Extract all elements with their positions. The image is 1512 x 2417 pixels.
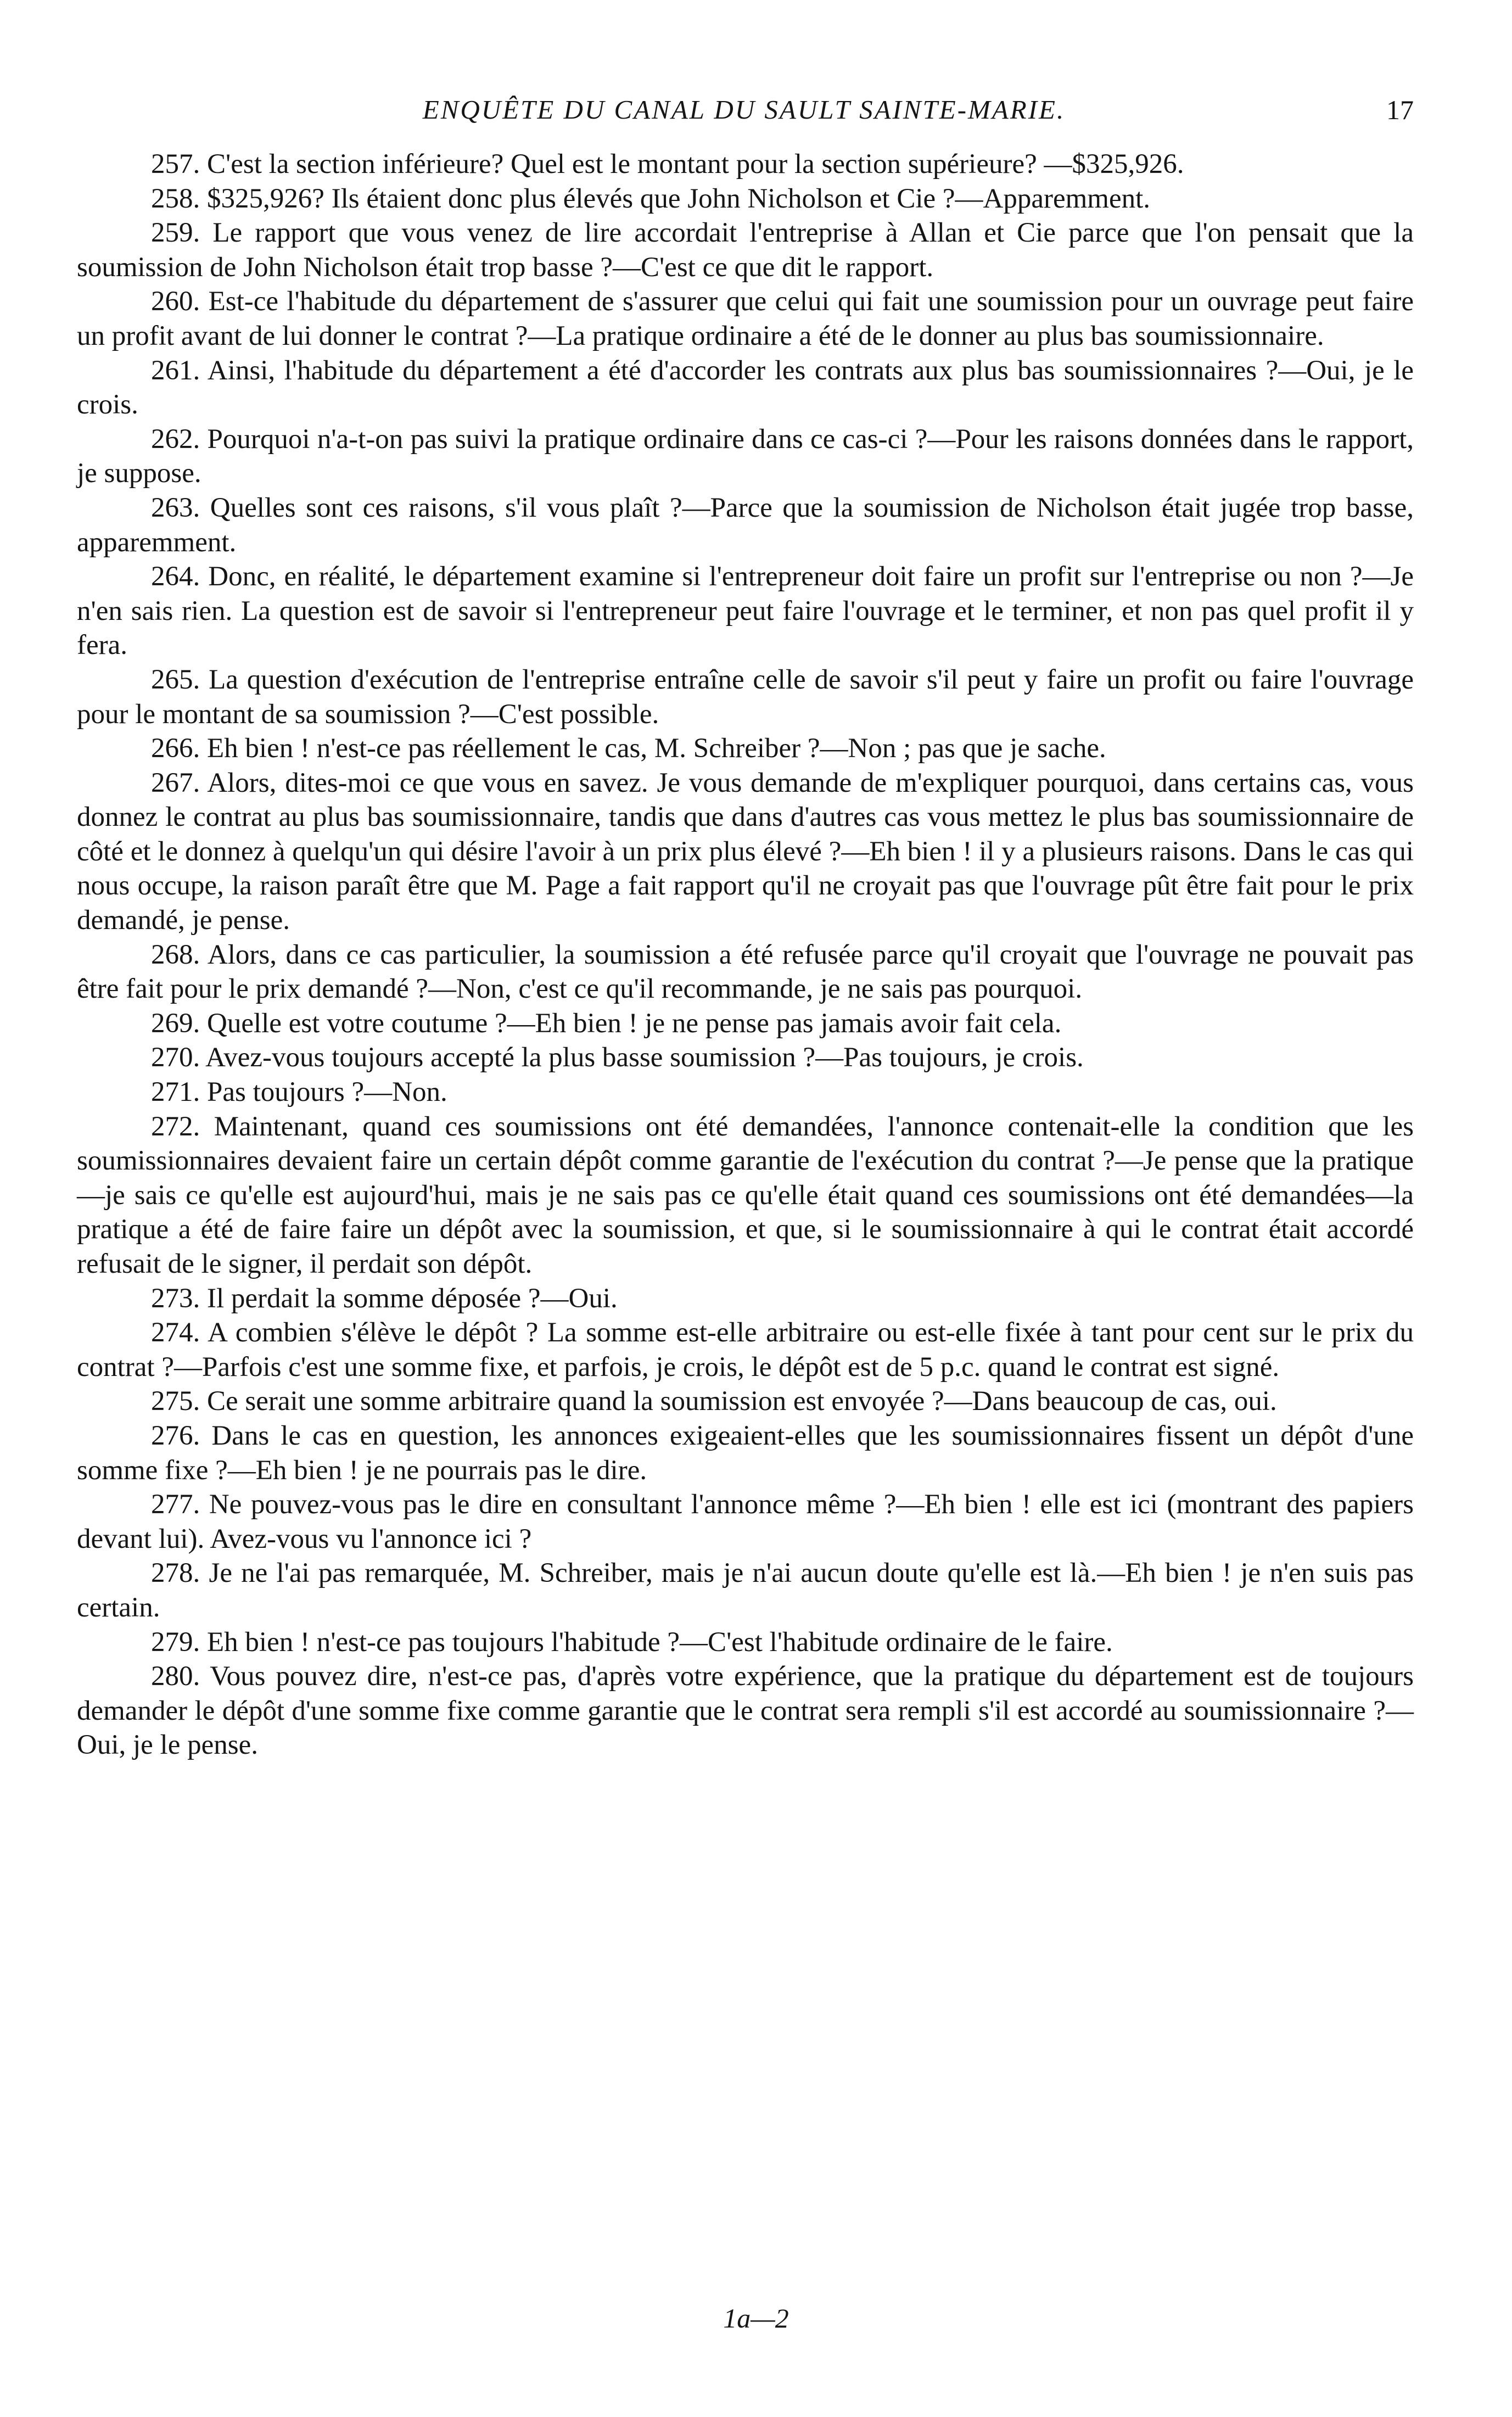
- question-263: 263. Quelles sont ces raisons, s'il vous plaît ?—Parce que la soumission de Nicholson était jugée trop basse, apparemment.: [77, 492, 1414, 558]
- question-258: 258. $325,926? Ils étaient donc plus élevés que John Nicholson et Cie ?—Apparemment.: [151, 183, 1151, 214]
- question-261: 261. Ainsi, l'habitude du département a été d'accorder les contrats aux plus bas soumissionnaires ?—Oui, je le crois.: [77, 355, 1414, 421]
- page-header: [74, 88, 1414, 132]
- question-280: 280. Vous pouvez dire, n'est-ce pas, d'après votre expérience, que la pratique du département est de toujours demander le dépôt d'une somme fixe comme garantie que le contrat sera rempli s'il est accordé au soumissionnaire ?—Oui, je le pense.: [77, 1661, 1414, 1761]
- signature-mark: 1a—2: [723, 2303, 789, 2334]
- question-264: 264. Donc, en réalité, le département examine si l'entrepreneur doit faire un profit sur l'entreprise ou non ?—Je n'en sais rien. La question est de savoir si l'entrepreneur peut faire l'ouvrage et le terminer, et non pas quel profit il y fera.: [77, 561, 1414, 661]
- question-278: 278. Je ne l'ai pas remarquée, M. Schreiber, mais je n'ai aucun doute qu'elle est là.—Eh bien ! je n'en suis pas certain.: [77, 1558, 1414, 1623]
- question-272: 272. Maintenant, quand ces soumissions ont été demandées, l'annonce contenait-elle la condition que les soumissionnaires devaient faire un certain dépôt comme garantie de l'exécution du contrat ?—Je pense que la pratique—je sais ce qu'elle est aujourd'hui, mais je ne sais pas ce qu'elle était quand ces soumissions ont été demandées—la pratique a été de faire faire un dépôt avec la soumission, et que, si le soumissionnaire à qui le contrat était accordé refusait de le signer, il perdait son dépôt.: [77, 1111, 1414, 1279]
- question-275: 275. Ce serait une somme arbitraire quand la soumission est envoyée ?—Dans beaucoup de cas, oui.: [151, 1386, 1277, 1417]
- question-279: 279. Eh bien ! n'est-ce pas toujours l'habitude ?—C'est l'habitude ordinaire de le faire.: [151, 1626, 1113, 1658]
- testimony-text: [77, 147, 1414, 1763]
- question-270: 270. Avez-vous toujours accepté la plus basse soumission ?—Pas toujours, je crois.: [151, 1042, 1084, 1073]
- question-276: 276. Dans le cas en question, les annonces exigeaient-elles que les soumissionnaires fissent un dépôt d'une somme fixe ?—Eh bien ! je ne pourrais pas le dire.: [77, 1420, 1414, 1486]
- question-274: 274. A combien s'élève le dépôt ? La somme est-elle arbitraire ou est-elle fixée à tant pour cent sur le prix du contrat ?—Parfois c'est une somme fixe, et parfois, je crois, le dépôt est de 5 p.c. quand le contrat est signé.: [77, 1317, 1414, 1383]
- question-277: 277. Ne pouvez-vous pas le dire en consultant l'annonce même ?—Eh bien ! elle est ici (montrant des papiers devant lui). Avez-vous vu l'annonce ici ?: [77, 1489, 1414, 1554]
- question-268: 268. Alors, dans ce cas particulier, la soumission a été refusée parce qu'il croyait que l'ouvrage ne pouvait pas être fait pour le prix demandé ?—Non, c'est ce qu'il recommande, je ne sais pas pourquoi.: [77, 939, 1414, 1005]
- question-262: 262. Pourquoi n'a-t-on pas suivi la pratique ordinaire dans ce cas-ci ?—Pour les raisons données dans le rapport, je suppose.: [77, 423, 1414, 489]
- question-259: 259. Le rapport que vous venez de lire accordait l'entreprise à Allan et Cie parce que l'on pensait que la soumission de John Nicholson était trop basse ?—C'est ce que dit le rapport.: [77, 217, 1414, 283]
- question-269: 269. Quelle est votre coutume ?—Eh bien ! je ne pense pas jamais avoir fait cela.: [151, 1008, 1062, 1039]
- question-266: 266. Eh bien ! n'est-ce pas réellement le cas, M. Schreiber ?—Non ; pas que je sache.: [151, 733, 1106, 764]
- question-273: 273. Il perdait la somme déposée ?—Oui.: [151, 1283, 618, 1314]
- question-257: 257. C'est la section inférieure? Quel est le montant pour la section supérieure? —$325,926.: [151, 149, 1184, 180]
- page-number: 17: [1386, 94, 1414, 125]
- question-265: 265. La question d'exécution de l'entreprise entraîne celle de savoir s'il peut y faire un profit ou faire l'ouvrage pour le montant de sa soumission ?—C'est possible.: [77, 664, 1414, 730]
- question-271: 271. Pas toujours ?—Non.: [151, 1077, 447, 1108]
- running-title: ENQUÊTE DU CANAL DU SAULT SAINTE-MARIE.: [422, 94, 1066, 125]
- question-260: 260. Est-ce l'habitude du département de s'assurer que celui qui fait une soumission pour un ouvrage peut faire un profit avant de lui donner le contrat ?—La pratique ordinaire a été de le donner au plus bas soumissionnaire.: [77, 286, 1414, 351]
- question-267: 267. Alors, dites-moi ce que vous en savez. Je vous demande de m'expliquer pourquoi, dans certains cas, vous donnez le contrat au plus bas soumissionnaire, tandis que dans d'autres cas vous mettez le plus bas soumissionnaire de côté et le donnez à quelqu'un qui désire l'avoir à un prix plus élevé ?—Eh bien ! il y a plusieurs raisons. Dans le cas qui nous occupe, la raison paraît être que M. Page a fait rapport qu'il ne croyait pas que l'ouvrage pût être fait pour le prix demandé, je pense.: [77, 767, 1414, 936]
